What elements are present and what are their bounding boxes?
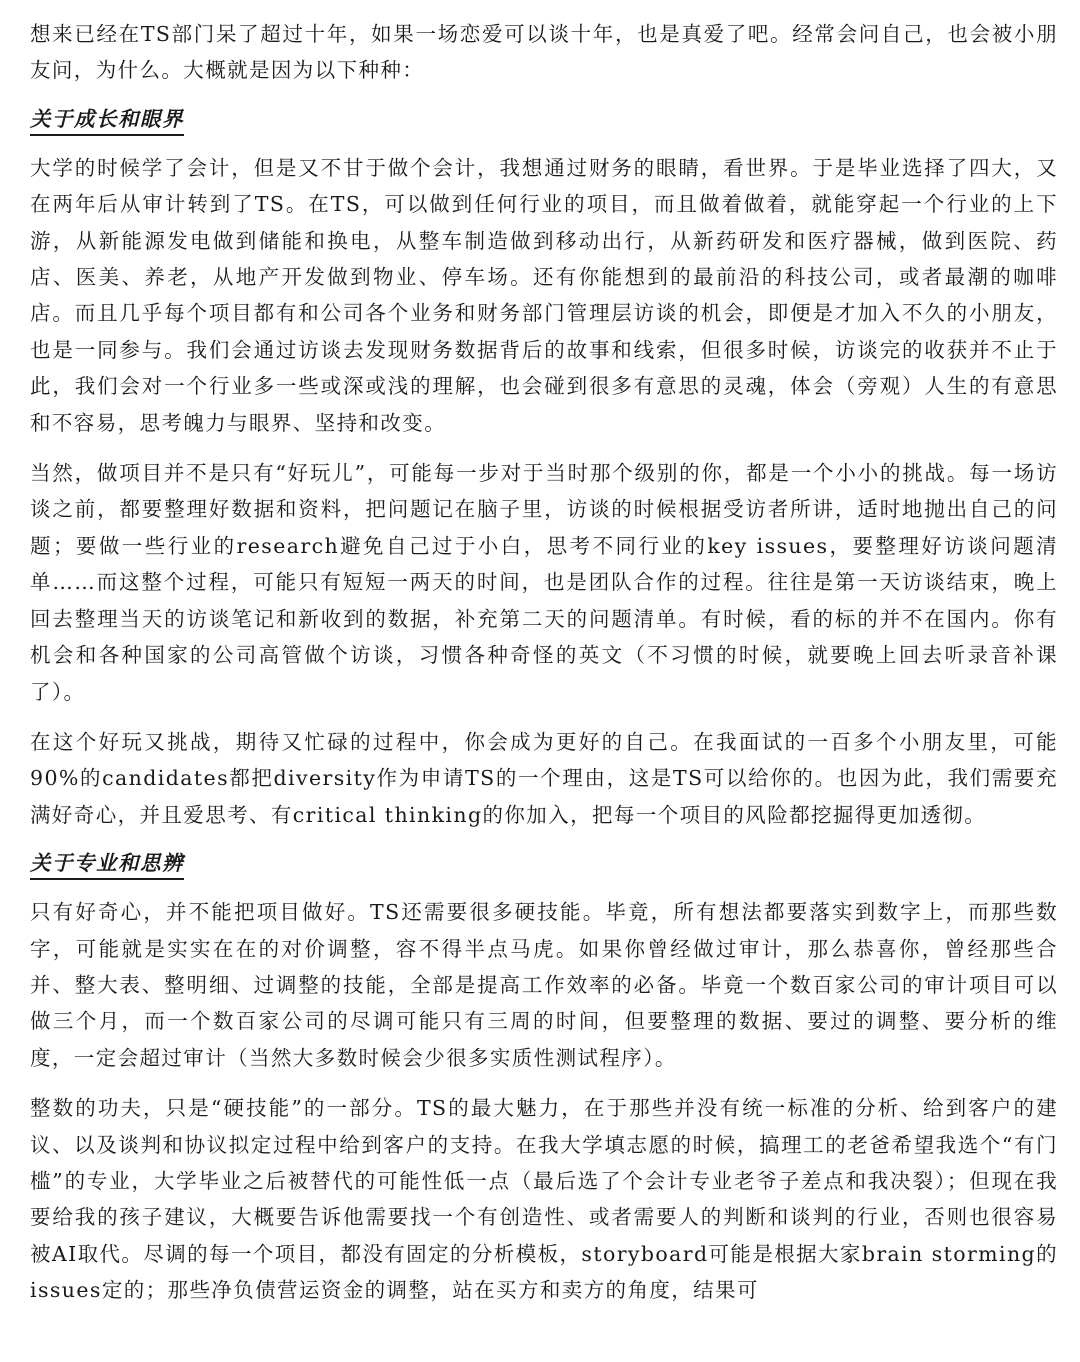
expertise-paragraph-2: 整数的功夫，只是“硬技能”的一部分。TS的最大魅力，在于那些并没有统一标准的分析、给到客户的建议、以及谈判和协议拟定过程中给到客户的支持。在我大学填志愿的时候，搞理工的老爸希望我选个“有门槛”的专业，大学毕业之后被替代的可能性低一点（最后选了个会计专业老爷子差点和我决裂）；但现在我要给我的孩子建议，大概要告诉他需要找一个有创造性、或者需要人的判断和谈判的行业，否则也很容易被AI取代。尽调的每一个项目，都没有固定的分析模板，storyboard可能是根据大家brain storming的issues定的；那些净负债营运资金的调整，站在买方和卖方的角度，结果可: [30, 1096, 1058, 1303]
expertise-paragraph-1: 只有好奇心，并不能把项目做好。TS还需要很多硬技能。毕竟，所有想法都要落实到数字上，而那些数字，可能就是实实在在的对价调整，容不得半点马虎。如果你曾经做过审计，那么恭喜你，曾经那些合并、整大表、整明细、过调整的技能，全部是提高工作效率的必备。毕竟一个数百家公司的审计项目可以做三个月，而一个数百家公司的尽调可能只有三周的时间，但要整理的数据、要过的调整、要分析的维度，一定会超过审计（当然大多数时候会少很多实质性测试程序）。: [30, 900, 1058, 1070]
intro-paragraph: 想来已经在TS部门呆了超过十年，如果一场恋爱可以谈十年，也是真爱了吧。经常会问自己，也会被小朋友问，为什么。大概就是因为以下种种：: [30, 22, 1058, 83]
section-heading-expertise: 关于专业和思辨: [30, 849, 184, 880]
growth-paragraph-2: 当然，做项目并不是只有“好玩儿”，可能每一步对于当时那个级别的你，都是一个小小的挑战。每一场访谈之前，都要整理好数据和资料，把问题记在脑子里，访谈的时候根据受访者所讲，适时地抛出自己的问题；要做一些行业的research避免自己过于小白，思考不同行业的key issues，要整理好访谈问题清单……而这整个过程，可能只有短短一两天的时间，也是团队合作的过程。往往是第一天访谈结束，晚上回去整理当天的访谈笔记和新收到的数据，补充第二天的问题清单。有时候，看的标的并不在国内。你有机会和各种国家的公司高管做个访谈，习惯各种奇怪的英文（不习惯的时候，就要晚上回去听录音补课了）。: [30, 461, 1058, 704]
section-heading-wrap-growth: [30, 89, 1058, 150]
growth-paragraph-3: 在这个好玩又挑战，期待又忙碌的过程中，你会成为更好的自己。在我面试的一百多个小朋友里，可能90%的candidates都把diversity作为申请TS的一个理由，这是TS可以给你的。也因为此，我们需要充满好奇心，并且爱思考、有critical thinking的你加入，把每一个项目的风险都挖掘得更加透彻。: [30, 729, 1058, 827]
section-heading-wrap-expertise: [30, 833, 1058, 894]
section-heading-growth: 关于成长和眼界: [30, 105, 184, 136]
growth-paragraph-1: 大学的时候学了会计，但是又不甘于做个会计，我想通过财务的眼睛，看世界。于是毕业选择了四大，又在两年后从审计转到了TS。在TS，可以做到任何行业的项目，而且做着做着，就能穿起一个行业的上下游，从新能源发电做到储能和换电，从整车制造做到移动出行，从新药研发和医疗器械，做到医院、药店、医美、养老，从地产开发做到物业、停车场。还有你能想到的最前沿的科技公司，或者最潮的咖啡店。而且几乎每个项目都有和公司各个业务和财务部门管理层访谈的机会，即便是才加入不久的小朋友，也是一同参与。我们会通过访谈去发现财务数据背后的故事和线索，但很多时候，访谈完的收获并不止于此，我们会对一个行业多一些或深或浅的理解，也会碰到很多有意思的灵魂，体会（旁观）人生的有意思和不容易，思考魄力与眼界、坚持和改变。: [30, 155, 1058, 435]
